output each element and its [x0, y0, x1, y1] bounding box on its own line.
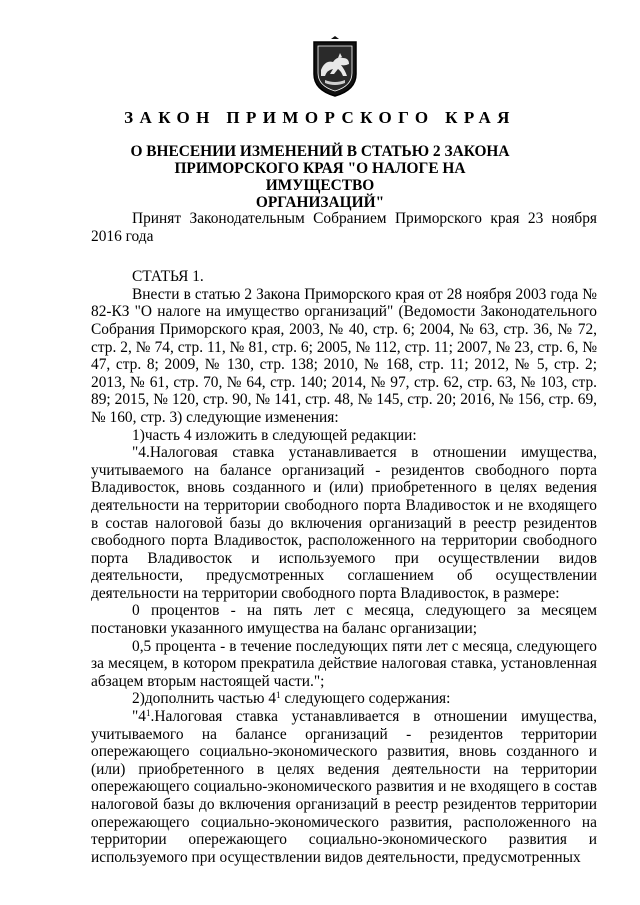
zero-percent-rate: 0 процентов - на пять лет с месяца, следующего за месяцем постановки указанного имущества на баланс организации; [91, 602, 597, 638]
amendment-item-2 [91, 690, 597, 708]
part41-prefix: "4 [132, 708, 146, 726]
law-subtitle [120, 143, 520, 211]
part-4-text: "4.Налоговая ставка устанавливается в отношении имущества, учитываемого на балансе организаций - резидентов свободного порта Владивосток, вновь созданного и (или) приобретенного в целях ведения деятельности на территории свободного порта Владивосток и не входящего в состав налоговой базы до включения организаций в реестр резидентов свободного порта Владивосток, расположенного на территории свободного порта Владивосток и используемого при осуществлении видов деятельности, предусмотренных соглашением об осуществлении деятельности на территории свободного порта Владивосток, в размере: [91, 444, 597, 602]
item2-superscript: 1 [276, 690, 281, 701]
item2-text-end: следующего содержания: [280, 690, 451, 708]
half-percent-rate: 0,5 процента - в течение последующих пяти лет с месяца, следующего за месяцем, в котором прекратила действие налоговая ставка, установленная абзацем вторым настоящей части."; [91, 637, 597, 690]
law-body [91, 210, 597, 866]
part-4-1-text [91, 708, 597, 866]
part41-superscript: 1 [145, 708, 151, 719]
amendment-item-1: 1)часть 4 изложить в следующей редакции: [132, 426, 417, 444]
article-intro: Внести в статью 2 Закона Приморского края от 28 ноября 2003 года № 82-КЗ "О налоге на имущество организаций" (Ведомости Законодательного Собрания Приморского края, 2003, № 40, стр. 6; 2004, № 63, стр. 36, № 72, стр. 2, № 74, стр. 11, № 81, стр. 6; 2005, № 112, стр. 11; 2007, № 23, стр. 6, № 47, стр. 8; 2009, № 130, стр. 138; 2010, № 168, стр. 11; 2012, № 5, стр. 2; 2013, № 61, стр. 70, № 64, стр. 140; 2014, № 97, стр. 62, стр. 63, № 103, стр. 89; 2015, № 120, стр. 90, № 141, стр. 48, № 145, стр. 20; 2016, № 156, стр. 69, № 160, стр. 3) следующие изменения: [91, 285, 597, 426]
coat-of-arms-icon [311, 36, 359, 98]
law-title: ЗАКОН ПРИМОРСКОГО КРАЯ [124, 108, 516, 127]
part41-body: .Налоговая ставка устанавливается в отношении имущества, учитываемого на балансе организаций - резидентов территории опережающего социально-экономического развития, вновь созданного и (или) приобретенного в целях ведения деятельности на территории опережающего социально-экономического развития и не входящего в состав налоговой базы до включения организаций в реестр резидентов территории опережающего социально-экономического развития, расположенного на территории опережающего социально-экономического развития и используемого при осуществлении видов деятельности, предусмотренных [91, 708, 597, 866]
adoption-note: Принят Законодательным Собранием Приморского края 23 ноября 2016 года [91, 210, 597, 245]
subtitle-line: ПРИМОРСКОГО КРАЯ "О НАЛОГЕ НА ИМУЩЕСТВО [174, 160, 466, 194]
article-title: СТАТЬЯ 1. [132, 268, 204, 286]
item2-text-start: 2)дополнить частью 4 [132, 690, 277, 708]
subtitle-line: ОРГАНИЗАЦИЙ" [255, 194, 385, 211]
subtitle-line: О ВНЕСЕНИИ ИЗМЕНЕНИЙ В СТАТЬЮ 2 ЗАКОНА [130, 143, 510, 160]
